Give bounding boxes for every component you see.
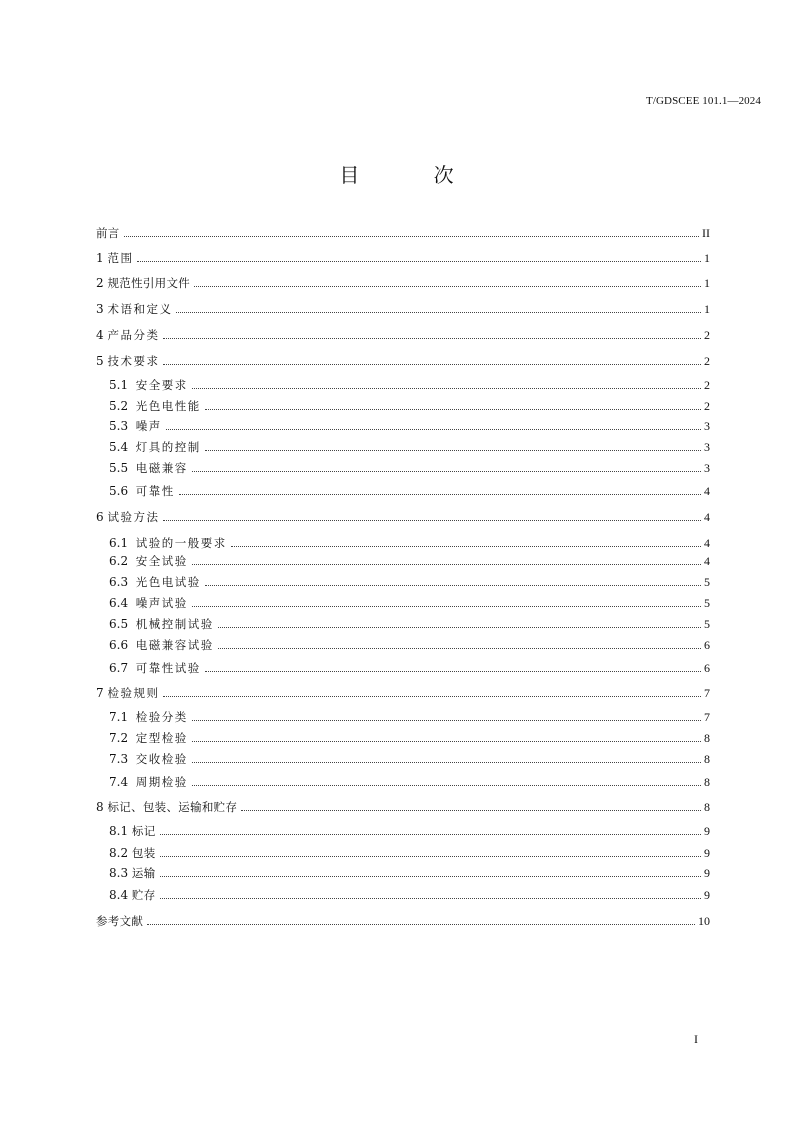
toc-entry-number: 3	[96, 302, 104, 316]
dot-leader	[192, 388, 701, 389]
toc-entry-page: 7	[704, 710, 710, 724]
toc-entry-label: 机械控制试验	[135, 617, 214, 631]
toc-entry-5-3[interactable]	[109, 418, 710, 434]
toc-entry-page: 9	[704, 824, 710, 838]
toc-entry-page: 6	[704, 638, 710, 652]
toc-entry-number: 6.3	[109, 575, 129, 589]
toc-entry-number: 6.6	[109, 638, 129, 652]
toc-entry-label: 试验方法	[107, 510, 160, 524]
toc-entry-label: 电磁兼容试验	[135, 638, 214, 652]
toc-entry-label: 交收检验	[135, 752, 188, 766]
dot-leader	[160, 856, 701, 857]
toc-entry-4[interactable]	[96, 327, 710, 343]
toc-entry-number: 8.2	[109, 846, 129, 860]
dot-leader	[163, 520, 701, 521]
toc-entry-label: 噪声	[135, 419, 162, 433]
dot-leader	[205, 450, 701, 451]
toc-entry-number: 1	[96, 251, 104, 265]
toc-entry-page: 5	[704, 575, 710, 589]
toc-entry-label: 周期检验	[135, 775, 188, 789]
dot-leader	[160, 898, 701, 899]
dot-leader	[218, 627, 701, 628]
toc-entry-6-1[interactable]	[109, 535, 710, 551]
dot-leader	[166, 429, 701, 430]
toc-entry-5-6[interactable]	[109, 483, 710, 499]
dot-leader	[205, 585, 701, 586]
toc-entry-number: 6.2	[109, 554, 129, 568]
toc-entry-label: 光色电性能	[135, 399, 201, 413]
toc-entry-page: 2	[704, 328, 710, 342]
toc-entry-foreword[interactable]	[96, 225, 710, 241]
toc-entry-number: 8	[96, 800, 104, 814]
toc-entry-6-5[interactable]	[109, 616, 710, 632]
toc-entry-7-4[interactable]	[109, 774, 710, 790]
toc-entry-page: 2	[704, 378, 710, 392]
toc-entry-page: 6	[704, 661, 710, 675]
toc-entry-page: 8	[704, 800, 710, 814]
dot-leader	[205, 409, 701, 410]
toc-entry-6[interactable]	[96, 509, 710, 525]
toc-entry-label: 检验分类	[135, 710, 188, 724]
toc-entry-label: 产品分类	[107, 328, 160, 342]
toc-entry-page: 9	[704, 888, 710, 902]
toc-entry-page: 10	[698, 914, 710, 928]
toc-entry-number: 7.1	[109, 710, 129, 724]
toc-entry-label: 范围	[107, 251, 134, 265]
toc-entry-page: 2	[704, 354, 710, 368]
toc-entry-label: 电磁兼容	[135, 461, 188, 475]
toc-entry-label: 试验的一般要求	[135, 536, 227, 550]
toc-entry-page: II	[702, 226, 710, 240]
toc-entry-page: 4	[704, 554, 710, 568]
dot-leader	[194, 286, 701, 287]
toc-entry-number: 5.6	[109, 484, 129, 498]
toc-entry-label: 可靠性	[135, 484, 175, 498]
toc-entry-number: 6.7	[109, 661, 129, 675]
toc-entry-number: 7.4	[109, 775, 129, 789]
toc-entry-5-5[interactable]	[109, 460, 710, 476]
dot-leader	[192, 785, 701, 786]
toc-entry-page: 7	[704, 686, 710, 700]
toc-entry-label: 标记	[131, 824, 156, 838]
toc-entry-6-6[interactable]	[109, 637, 710, 653]
toc-entry-page: 1	[704, 251, 710, 265]
toc-entry-number: 8.3	[109, 866, 129, 880]
toc-entry-5-1[interactable]	[109, 377, 710, 393]
toc-entry-number: 7.3	[109, 752, 129, 766]
toc-entry-page: 5	[704, 617, 710, 631]
toc-entry-8-4[interactable]	[109, 887, 710, 903]
dot-leader	[218, 648, 701, 649]
toc-entry-label: 光色电试验	[135, 575, 201, 589]
toc-entry-5-2[interactable]	[109, 398, 710, 414]
toc-entry-page: 4	[704, 536, 710, 550]
toc-entry-page: 5	[704, 596, 710, 610]
dot-leader	[192, 741, 701, 742]
toc-entry-7[interactable]	[96, 685, 710, 701]
toc-entry-label: 运输	[131, 866, 156, 880]
toc-entry-label: 包装	[131, 846, 156, 860]
toc-entry-number: 8.1	[109, 824, 129, 838]
toc-entry-label: 参考文献	[96, 914, 144, 928]
toc-entry-number: 6	[96, 510, 104, 524]
dot-leader	[163, 364, 701, 365]
toc-entry-bibliography[interactable]	[96, 913, 710, 929]
dot-leader	[124, 236, 699, 237]
toc-entry-label: 贮存	[131, 888, 156, 902]
toc-entry-page: 4	[704, 510, 710, 524]
toc-entry-number: 6.4	[109, 596, 129, 610]
toc-entry-label: 检验规则	[107, 686, 160, 700]
toc-entry-page: 3	[704, 419, 710, 433]
toc-entry-label: 噪声试验	[135, 596, 188, 610]
toc-entry-number: 6.1	[109, 536, 129, 550]
toc-entry-page: 1	[704, 276, 710, 290]
dot-leader	[192, 564, 701, 565]
dot-leader	[192, 606, 701, 607]
toc-entry-number: 7	[96, 686, 104, 700]
toc-entry-page: 1	[704, 302, 710, 316]
toc-entry-page: 4	[704, 484, 710, 498]
toc-entry-number: 8.4	[109, 888, 129, 902]
toc-entry-label: 安全要求	[135, 378, 188, 392]
dot-leader	[160, 834, 701, 835]
toc-entry-8-3[interactable]	[109, 865, 710, 881]
dot-leader	[179, 494, 701, 495]
toc-entry-8-2[interactable]	[109, 845, 710, 861]
toc-entry-number: 5	[96, 354, 104, 368]
toc-entry-label: 可靠性试验	[135, 661, 201, 675]
page-title: 目 次	[339, 163, 488, 187]
dot-leader	[192, 762, 701, 763]
toc-entry-number: 2	[96, 276, 104, 290]
toc-entry-7-1[interactable]	[109, 709, 710, 725]
toc-entry-label: 定型检验	[135, 731, 188, 745]
toc-entry-6-7[interactable]	[109, 660, 710, 676]
toc-entry-number: 7.2	[109, 731, 129, 745]
toc-entry-6-3[interactable]	[109, 574, 710, 590]
dot-leader	[192, 471, 701, 472]
toc-entry-label: 术语和定义	[107, 302, 173, 316]
toc-entry-label: 灯具的控制	[135, 440, 201, 454]
toc-entry-label: 技术要求	[107, 354, 160, 368]
toc-entry-page: 8	[704, 731, 710, 745]
toc-entry-page: 9	[704, 846, 710, 860]
dot-leader	[163, 338, 701, 339]
toc-entry-8[interactable]	[96, 799, 710, 815]
dot-leader	[241, 810, 701, 811]
dot-leader	[231, 546, 701, 547]
dot-leader	[205, 671, 701, 672]
dot-leader	[192, 720, 701, 721]
toc-entry-page: 3	[704, 440, 710, 454]
toc-entry-page: 2	[704, 399, 710, 413]
toc-entry-page: 8	[704, 752, 710, 766]
dot-leader	[147, 924, 695, 925]
toc-entry-3[interactable]	[96, 301, 710, 317]
toc-entry-label: 安全试验	[135, 554, 188, 568]
toc-entry-page: 8	[704, 775, 710, 789]
toc-entry-number: 5.4	[109, 440, 129, 454]
toc-entry-6-4[interactable]	[109, 595, 710, 611]
toc-entry-2[interactable]	[96, 275, 710, 291]
toc-entry-number: 5.1	[109, 378, 129, 392]
dot-leader	[137, 261, 701, 262]
toc-entry-number: 5.2	[109, 399, 129, 413]
toc-entry-5[interactable]	[96, 353, 710, 369]
toc-entry-page: 3	[704, 461, 710, 475]
toc-entry-page: 9	[704, 866, 710, 880]
dot-leader	[176, 312, 701, 313]
toc-entry-5-4[interactable]	[109, 439, 710, 455]
toc-entry-7-2[interactable]	[109, 730, 710, 746]
toc-entry-6-2[interactable]	[109, 553, 710, 569]
dot-leader	[163, 696, 701, 697]
toc-entry-label: 规范性引用文件	[107, 276, 191, 290]
toc-entry-number: 4	[96, 328, 104, 342]
toc-entry-8-1[interactable]	[109, 823, 710, 839]
dot-leader	[160, 876, 701, 877]
toc-entry-label: 前言	[96, 226, 120, 240]
toc-entry-number: 6.5	[109, 617, 129, 631]
page-number: I	[694, 1032, 698, 1046]
toc-entry-1[interactable]	[96, 250, 710, 266]
toc-entry-number: 5.5	[109, 461, 129, 475]
document-code: T/GDSCEE 101.1—2024	[646, 95, 761, 107]
toc-entry-label: 标记、包装、运输和贮存	[107, 800, 238, 814]
toc-entry-number: 5.3	[109, 419, 129, 433]
toc-entry-7-3[interactable]	[109, 751, 710, 767]
